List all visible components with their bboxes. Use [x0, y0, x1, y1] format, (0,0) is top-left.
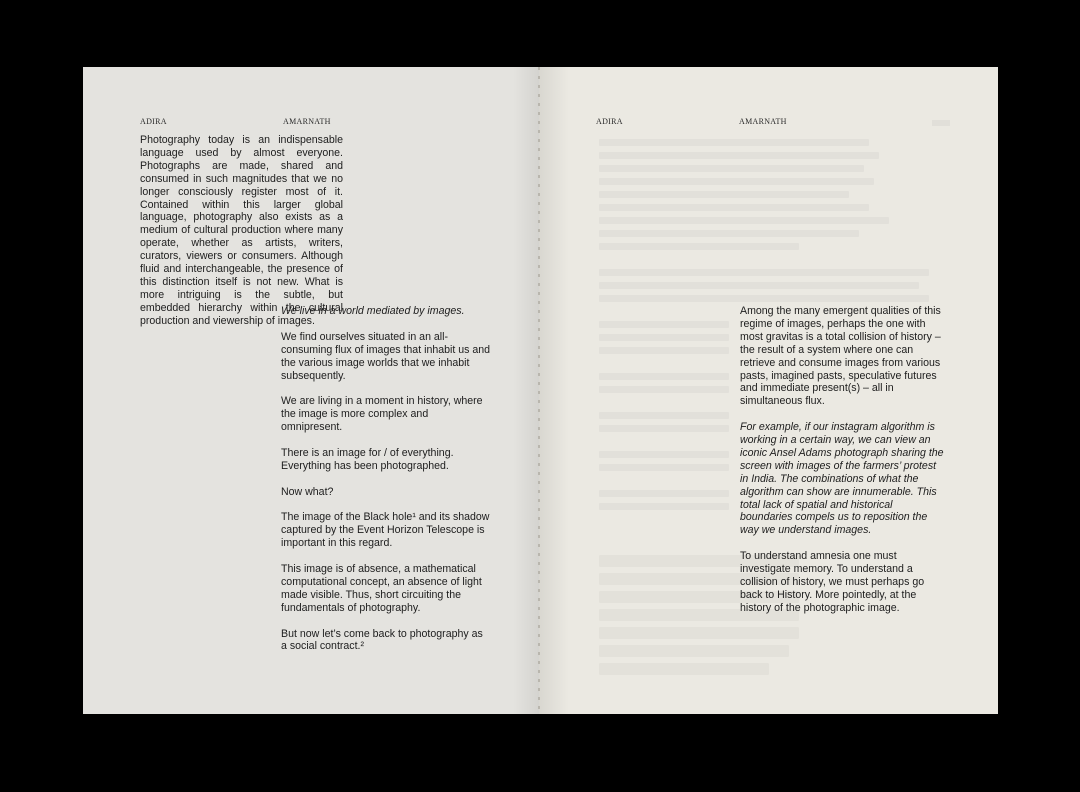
column-paragraph: This image is of absence, a mathematical computational concept, an absence of light made visible. Thus, short circuiting the fundamentals of photography. [281, 563, 482, 614]
column-paragraph: Among the many emergent qualities of this regime of images, perhaps the one with most gravitas is a total collision of history – the result of a system where one can retrieve and consume images from various pasts, imagined pasts, speculative futures and immediate present(s) – all in simultaneous flux. [740, 305, 941, 408]
right-text-column [740, 305, 946, 628]
column-paragraph: But now let’s come back to photography as a social contract.² [281, 627, 483, 653]
intro-text: Photography today is an indispensable language used by almost everyone. Photographs are made, shared and consumed in such magnitudes that we no longer consciously register most of it. Contained within this larger global language, photography also exists as a medium of cultural production where many operate, whether as artists, writers, curators, viewers or consumers. Although fluid and interchangeable, the presence of this distinction itself is not new. What is more intriguing is the subtle, but embedded hierarchy within the cultural production and viewership of images. [140, 134, 343, 327]
column-paragraph: We are living in a moment in history, where the image is more complex and omnipresent. [281, 395, 483, 434]
column-paragraph: To understand amnesia one must investigate memory. To understand a collision of history, we must perhaps go back to History. More pointedly, at the history of the photographic image. [740, 550, 925, 614]
left-text-column [281, 305, 491, 666]
running-head-author-first: ADIRA [140, 117, 167, 126]
open-booklet-spread [83, 67, 998, 714]
column-paragraph: We live in a world mediated by images. [281, 305, 465, 317]
gutter-shadow [539, 67, 569, 714]
column-paragraph: For example, if our instagram algorithm is working in a certain way, we can view an iconic Ansel Adams photograph sharing the screen with images of the farmers’ protest in India. The combinations of what the algorithm can show are innumerable. This total lack of spatial and historical boundaries compels us to reposition the way we understand images. [740, 421, 944, 537]
column-paragraph: Now what? [281, 485, 334, 498]
show-through-page-number [932, 120, 950, 126]
running-head-author-first: ADIRA [596, 117, 623, 126]
column-paragraph: The image of the Black hole¹ and its shadow captured by the Event Horizon Telescope is important in this regard. [281, 511, 490, 550]
intro-paragraph [140, 134, 343, 328]
column-paragraph: We find ourselves situated in an all-consuming flux of images that inhabit us and the various image worlds that we inhabit subsequently. [281, 330, 491, 382]
running-head-author-last: AMARNATH [283, 117, 331, 126]
left-page [83, 67, 539, 714]
saddle-stitch [538, 67, 540, 714]
column-paragraph: There is an image for / of everything. Everything has been photographed. [281, 446, 454, 472]
running-head-author-last: AMARNATH [739, 117, 787, 126]
right-page [539, 67, 998, 714]
gutter-shadow [513, 67, 539, 714]
